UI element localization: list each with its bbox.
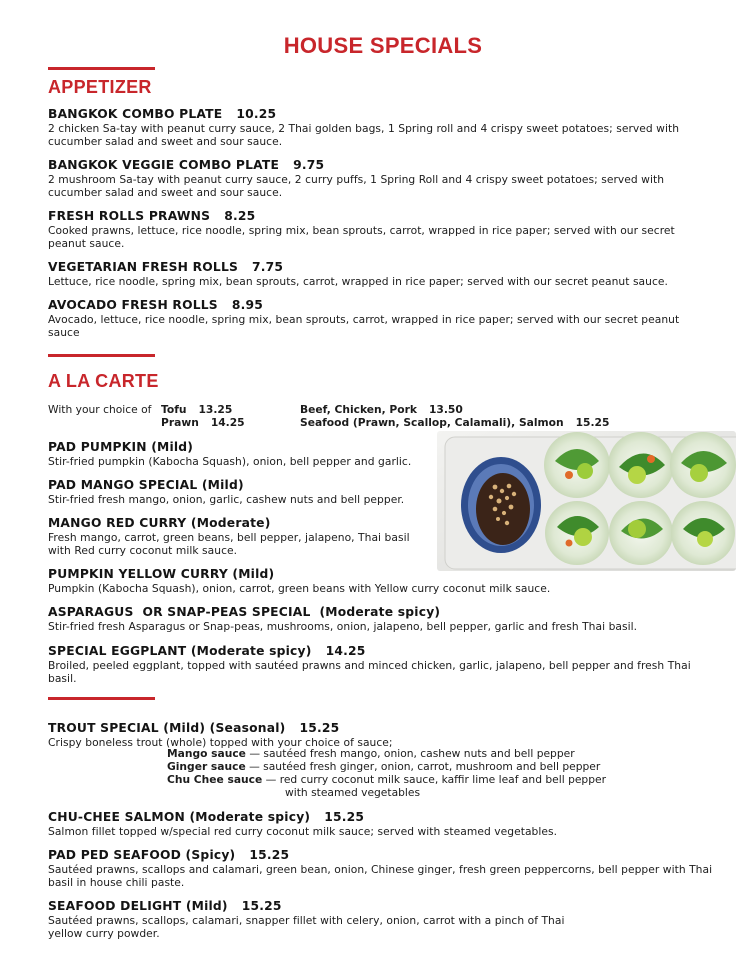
item-name: VEGETARIAN FRESH ROLLS <box>48 260 239 274</box>
section-rule <box>48 697 155 700</box>
item-price: 15.25 <box>241 899 282 913</box>
item-name: AVOCADO FRESH ROLLS <box>48 298 218 312</box>
sauce-description: — sautéed fresh ginger, onion, carrot, mushroom and bell pepper <box>245 760 601 773</box>
item-price: 14.25 <box>325 644 366 658</box>
item-description: Cooked prawns, lettuce, rice noodle, spring mix, bean sprouts, carrot, wrapped in rice paper; served with our secret peanut sauce. <box>48 224 675 250</box>
menu-item <box>48 721 713 749</box>
item-name: PAD PUMPKIN (Mild) <box>48 440 194 454</box>
item-description: Crispy boneless trout (whole) topped with your choice of sauce; <box>48 736 393 749</box>
menu-item <box>48 478 433 506</box>
item-name: BANGKOK COMBO PLATE <box>48 107 223 121</box>
item-description: Lettuce, rice noodle, spring mix, bean sprouts, carrot, wrapped in rice paper; served with our secret peanut sauce. <box>48 275 668 288</box>
item-title <box>48 209 713 224</box>
item-name: CHU-CHEE SALMON (Moderate spicy) <box>48 810 311 824</box>
item-title <box>48 158 713 173</box>
item-description: Stir-fried fresh mango, onion, garlic, cashew nuts and bell pepper. <box>48 493 405 506</box>
item-price: 15.25 <box>249 848 290 862</box>
sauce-note: with steamed vegetables <box>285 786 421 799</box>
menu-item <box>48 605 713 633</box>
menu-item <box>48 810 713 838</box>
choice-price: 14.25 <box>210 416 245 429</box>
item-name: MANGO RED CURRY (Moderate) <box>48 516 271 530</box>
choice-label: Prawn <box>161 416 199 429</box>
menu-item <box>48 516 433 557</box>
item-name: SEAFOOD DELIGHT (Mild) <box>48 899 228 913</box>
item-description: Avocado, lettuce, rice noodle, spring mix, bean sprouts, carrot, wrapped in rice paper; served with our secret peanut sauce <box>48 313 680 339</box>
menu-item <box>48 440 433 468</box>
item-description: 2 chicken Sa-tay with peanut curry sauce, 2 Thai golden bags, 1 Spring roll and 4 crispy sweet potatoes; served with cucumber salad and sweet and sour sauce. <box>48 122 680 148</box>
choice-seafood <box>300 416 609 429</box>
menu-item <box>48 209 713 250</box>
section-rule <box>48 354 155 357</box>
fresh-rolls-photo <box>437 431 736 571</box>
choice-tofu <box>161 403 232 416</box>
choice-price: 15.25 <box>575 416 610 429</box>
item-description: Pumpkin (Kabocha Squash), onion, carrot, green beans with Yellow curry coconut milk sauce. <box>48 582 551 595</box>
item-title <box>48 721 713 736</box>
item-name: ASPARAGUS OR SNAP-PEAS SPECIAL (Moderate spicy) <box>48 605 441 619</box>
section-rule <box>48 67 155 70</box>
item-name: BANGKOK VEGGIE COMBO PLATE <box>48 158 280 172</box>
choice-price: 13.25 <box>198 403 233 416</box>
item-description: Salmon fillet topped w/special red curry coconut milk sauce; served with steamed vegetables. <box>48 825 558 838</box>
menu-item <box>48 848 713 889</box>
item-description: Stir-fried pumpkin (Kabocha Squash), onion, bell pepper and garlic. <box>48 455 412 468</box>
item-description: Stir-fried fresh Asparagus or Snap-peas, mushrooms, onion, jalapeno, bell pepper, garlic and fresh Thai basil. <box>48 620 638 633</box>
section-heading-a-la-carte: A LA CARTE <box>48 371 159 391</box>
item-price: 9.75 <box>293 158 325 172</box>
item-description: Broiled, peeled eggplant, topped with sautéed prawns and minced chicken, garlic, jalapeno, bell pepper and fresh Thai basil. <box>48 659 691 685</box>
choice-prawn <box>161 416 245 429</box>
sauce-description: — red curry coconut milk sauce, kaffir lime leaf and bell pepper <box>262 773 606 786</box>
item-name: TROUT SPECIAL (Mild) (Seasonal) <box>48 721 286 735</box>
item-name: PAD PED SEAFOOD (Spicy) <box>48 848 236 862</box>
item-price: 8.95 <box>231 298 264 312</box>
item-title <box>48 107 713 122</box>
choice-intro: With your choice of <box>48 403 152 416</box>
item-description: Fresh mango, carrot, green beans, bell pepper, jalapeno, Thai basil with Red curry coconut milk sauce. <box>48 531 410 557</box>
page-title: HOUSE SPECIALS <box>283 33 483 58</box>
item-description: Sautéed prawns, scallops, calamari, snapper fillet with celery, onion, carrot with a pinch of Thai yellow curry powder. <box>48 914 565 940</box>
item-price: 7.75 <box>252 260 284 274</box>
item-name: PUMPKIN YELLOW CURRY (Mild) <box>48 567 275 581</box>
item-description: Sautéed prawns, scallops and calamari, green bean, onion, Chinese ginger, fresh green peppercorns, bell pepper with Thai basil in house chili paste. <box>48 863 713 889</box>
item-name: SPECIAL EGGPLANT (Moderate spicy) <box>48 644 312 658</box>
menu-item <box>48 260 713 288</box>
choice-label: Beef, Chicken, Pork <box>300 403 417 416</box>
sauce-label: Mango sauce <box>167 747 246 760</box>
section-heading-appetizer: APPETIZER <box>48 77 152 97</box>
sauce-description: — sautéed fresh mango, onion, cashew nuts and bell pepper <box>245 747 575 760</box>
fresh-rolls-image <box>437 431 736 571</box>
menu-item <box>48 899 593 940</box>
menu-item <box>48 107 713 148</box>
item-name: PAD MANGO SPECIAL (Mild) <box>48 478 244 492</box>
menu-item <box>48 298 713 339</box>
item-name: FRESH ROLLS PRAWNS <box>48 209 211 223</box>
sauce-label: Ginger sauce <box>167 760 246 773</box>
item-title <box>48 848 713 863</box>
item-price: 15.25 <box>299 721 340 735</box>
menu-item <box>48 644 713 685</box>
menu-item <box>48 158 713 199</box>
choice-price: 13.50 <box>428 403 463 416</box>
item-title <box>48 899 593 914</box>
item-title <box>48 260 713 275</box>
item-price: 15.25 <box>324 810 365 824</box>
item-description: 2 mushroom Sa-tay with peanut curry sauce, 2 curry puffs, 1 Spring Roll and 4 crispy sweet potatoes; served with cucumber salad and sweet and sour sauce. <box>48 173 665 199</box>
item-title <box>48 298 713 313</box>
menu-item <box>48 567 713 595</box>
item-price: 10.25 <box>236 107 277 121</box>
sauce-option <box>167 773 606 786</box>
sauce-option <box>167 760 600 773</box>
choice-label: Tofu <box>161 403 187 416</box>
choice-meat <box>300 403 463 416</box>
choice-label: Seafood (Prawn, Scallop, Calamali), Salmon <box>300 416 564 429</box>
item-price: 8.25 <box>224 209 256 223</box>
sauce-option <box>167 747 575 760</box>
item-title <box>48 644 713 659</box>
sauce-label: Chu Chee sauce <box>167 773 263 786</box>
item-title <box>48 810 713 825</box>
